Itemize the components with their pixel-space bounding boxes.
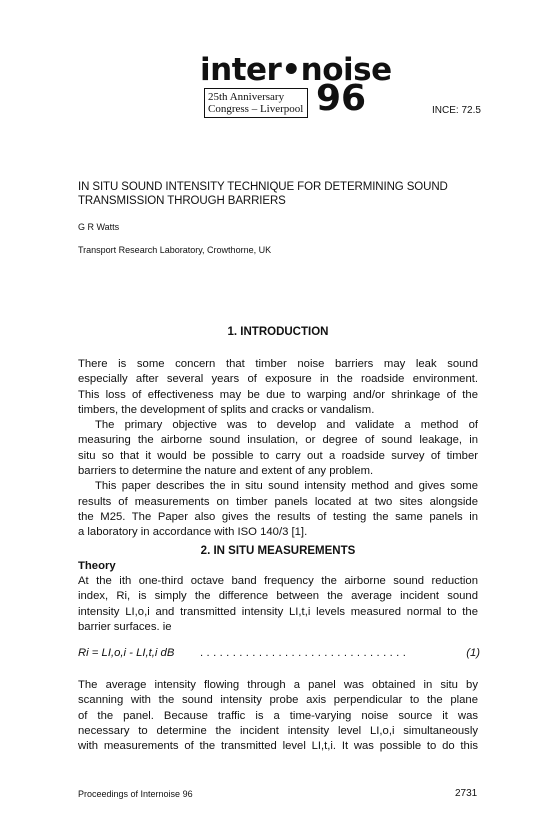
text-line: The average intensity flowing through a panel was obtained in situ by: [78, 679, 478, 691]
text-line: This loss of effectiveness may be due to warping and/or shrinkage of the: [78, 388, 478, 401]
text-line: barrier surfaces. ie: [78, 620, 172, 633]
anniversary-box: [204, 88, 308, 118]
anniversary-line-1: 25th Anniversary: [208, 91, 285, 103]
text-line: results of measurements on timber panels located at two sites alongside: [78, 495, 478, 508]
title-line: IN SITU SOUND INTENSITY TECHNIQUE FOR DETERMINING SOUND: [78, 181, 448, 193]
text-line: This paper describes the in situ sound intensity method and gives some: [95, 480, 478, 493]
text-line: index, Ri, is simply the difference between the average incident sound: [78, 590, 478, 603]
logo-year: 96: [316, 78, 367, 119]
text-line: There is some concern that timber noise barriers may leak sound: [78, 358, 478, 370]
text-line: measuring the airborne sound insulation, or degree of sound leakage, in: [78, 434, 478, 447]
paper-title: [78, 180, 478, 208]
section-2-paragraph-1: [78, 574, 478, 635]
text-line: barriers to determine the nature and extent of any problem.: [78, 465, 374, 478]
text-line: situ so that it would be possible to carry out a roadside survey of timber: [78, 449, 478, 462]
title-line: TRANSMISSION THROUGH BARRIERS: [78, 195, 286, 207]
author: G R Watts: [78, 222, 120, 232]
text-line: necessary to determine the incident intensity level LI,o,i simultaneously: [78, 724, 478, 737]
internoise-logo: inter•noise: [200, 52, 392, 88]
page-number: 2731: [455, 788, 478, 799]
proceedings-footer: Proceedings of Internoise 96: [78, 789, 193, 799]
text-line: of the panel. Because traffic is a time-varying noise source it was: [78, 709, 478, 722]
text-line: The primary objective was to develop and validate a method of: [95, 419, 478, 432]
section-1-body: [78, 357, 478, 541]
text-line: At the ith one-third octave band frequency the airborne sound reduction: [78, 575, 478, 587]
equation-1: Ri = LI,o,i - LI,t,i dB: [78, 647, 175, 659]
equation-number: (1): [466, 647, 480, 659]
section-2-paragraph-2: [78, 678, 478, 754]
reference-number: INCE: 72.5: [432, 105, 481, 116]
text-line: intensity LI,o,i and transmitted intensity LI,t,i levels measured normal to the: [78, 605, 478, 618]
equation-leader-dots: ................................: [200, 647, 410, 659]
anniversary-line-2: Congress – Liverpool: [208, 103, 304, 115]
text-line: the M25. The Paper also gives the results of testing the same panels in: [78, 510, 478, 523]
text-line: timbers, the development of splits and cracks or vandalism.: [78, 403, 375, 416]
section-2-heading: 2. IN SITU MEASUREMENTS: [200, 545, 356, 557]
affiliation: Transport Research Laboratory, Crowthorne, UK: [78, 245, 272, 255]
section-1-heading: 1. INTRODUCTION: [227, 326, 329, 338]
text-line: a laboratory in accordance with ISO 140/3 [1].: [78, 526, 308, 539]
text-line: with measurements of the transmitted level LI,t,i. It was possible to do this: [78, 740, 478, 753]
text-line: scanning with the sound intensity probe axis perpendicular to the plane: [78, 694, 478, 707]
text-line: especially after several years of exposure in the roadside environment.: [78, 373, 478, 386]
theory-subheading: Theory: [78, 560, 116, 572]
